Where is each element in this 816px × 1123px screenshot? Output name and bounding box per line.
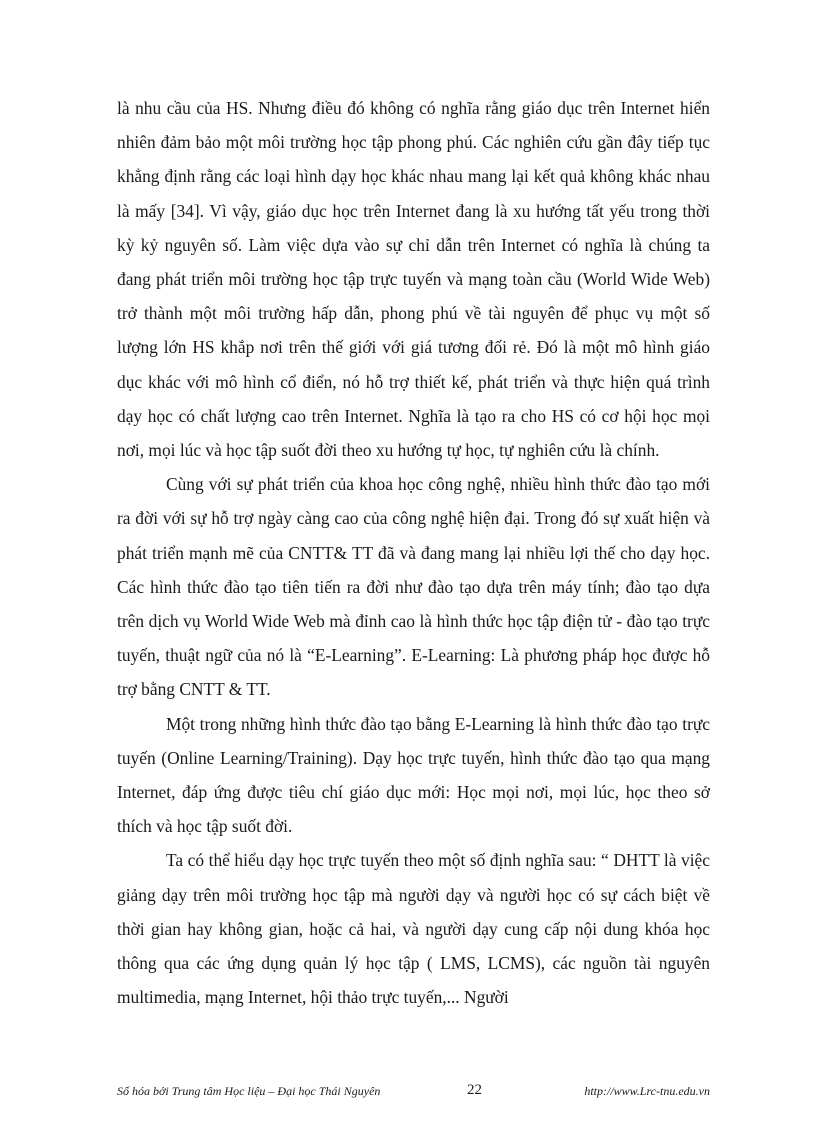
paragraph-3: Một trong những hình thức đào tạo bằng E-Learning là hình thức đào tạo trực tuyến (Online Learning/Training). Dạy học trực tuyến, hình thức đào tạo qua mạng Internet, đáp ứng được tiêu chí giáo dục mới: Học mọi nơi, mọi lúc, học theo sở thích và học tập suốt đời. — [117, 713, 710, 837]
paragraph-2: Cùng với sự phát triển của khoa học công nghệ, nhiều hình thức đào tạo mới ra đời với sự hỗ trợ ngày càng cao của công nghệ hiện đại. Trong đó sự xuất hiện và phát triển mạnh mẽ của CNTT& TT đã và đang mang lại nhiều lợi thế cho dạy học. Các hình thức đào tạo tiên tiến ra đời như đào tạo dựa trên máy tính; đào tạo dựa trên dịch vụ World Wide Web mà đỉnh cao là hình thức học tập điện tử - đào tạo trực tuyến, thuật ngữ của nó là “E-Learning”. E-Learning: Là phương pháp học được hỗ trợ bằng CNTT & TT. — [117, 474, 710, 700]
body-text — [117, 91, 710, 1014]
page-number: 22 — [467, 1082, 482, 1098]
page-footer — [117, 1082, 710, 1102]
footer-credit: Số hóa bởi Trung tâm Học liệu – Đại học Thái Nguyên — [117, 1084, 381, 1098]
paragraph-4: Ta có thể hiểu dạy học trực tuyến theo một số định nghĩa sau: “ DHTT là việc giảng dạy trên môi trường học tập mà người dạy và người học có sự cách biệt về thời gian hay không gian, hoặc cả hai, và người dạy cung cấp nội dung khóa học thông qua các ứng dụng quản lý học tập ( LMS, LCMS), các nguồn tài nguyên multimedia, mạng Internet, hội thảo trực tuyến,... Người — [117, 850, 710, 1008]
paragraph-1: là nhu cầu của HS. Nhưng điều đó không có nghĩa rằng giáo dục trên Internet hiển nhiên đảm bảo một môi trường học tập phong phú. Các nghiên cứu gần đây tiếp tục khẳng định rằng các loại hình dạy học khác nhau mang lại kết quả không khác nhau là mấy [34]. Vì vậy, giáo dục học trên Internet đang là xu hướng tất yếu trong thời kỳ kỷ nguyên số. Làm việc dựa vào sự chỉ dẫn trên Internet có nghĩa là chúng ta đang phát triển môi trường học tập trực tuyến và mạng toàn cầu (World Wide Web) trở thành một môi trường hấp dẫn, phong phú về tài nguyên để phục vụ một số lượng lớn HS khắp nơi trên thế giới với giá tương đối rẻ. Đó là một mô hình giáo dục khác với mô hình cổ điển, nó hỗ trợ thiết kế, phát triển và thực hiện quá trình dạy học có chất lượng cao trên Internet. Nghĩa là tạo ra cho HS có cơ hội học mọi nơi, mọi lúc và học tập suốt đời theo xu hướng tự học, tự nghiên cứu là chính. — [117, 98, 710, 461]
footer-url[interactable]: http://www.Lrc-tnu.edu.vn — [584, 1084, 710, 1098]
